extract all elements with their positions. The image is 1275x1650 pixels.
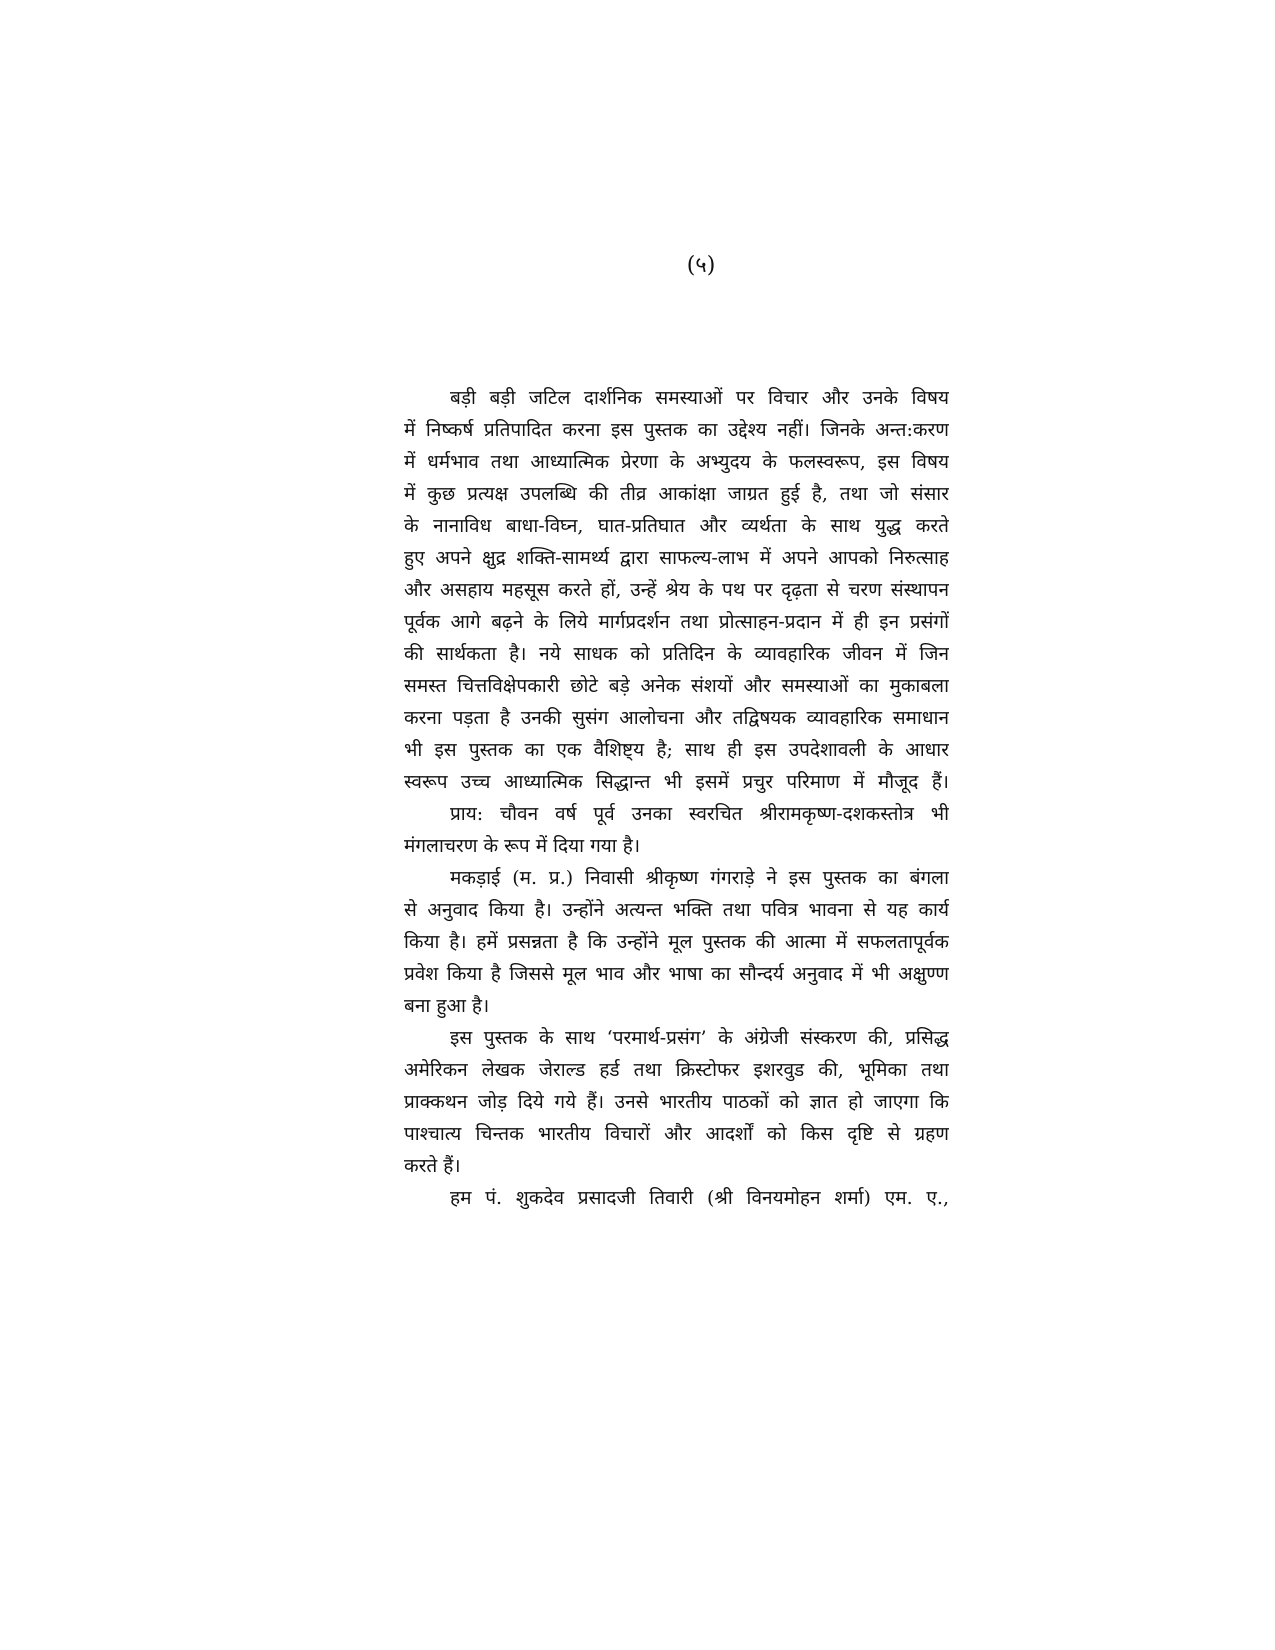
- text-line: प्रवेश किया है जिससे मूल भाव और भाषा का सौन्दर्य अनुवाद में भी अक्षुण्ण: [404, 963, 949, 985]
- text-line: करना पड़ता है उनकी सुसंग आलोचना और तद्विषयक व्यावहारिक समाधान: [404, 707, 949, 729]
- text-line: बड़ी बड़ी जटिल दार्शनिक समस्याओं पर विचार और उनके विषय: [450, 387, 949, 409]
- text-line: और असहाय महसूस करते हों, उन्हें श्रेय के पथ पर दृढ़ता से चरण संस्थापन: [404, 579, 949, 601]
- text-line: के नानाविध बाधा-विघ्न, घात-प्रतिघात और व्यर्थता के साथ युद्ध करते: [404, 515, 949, 537]
- text-line: समस्त चित्तविक्षेपकारी छोटे बड़े अनेक संशयों और समस्याओं का मुकाबला: [404, 675, 949, 697]
- text-line: इस पुस्तक के साथ ‘परमार्थ-प्रसंग’ के अंग्रेजी संस्करण की, प्रसिद्ध: [450, 1027, 949, 1049]
- text-line: से अनुवाद किया है। उन्होंने अत्यन्त भक्ति तथा पवित्र भावना से यह कार्य: [404, 899, 949, 921]
- text-line: में धर्मभाव तथा आध्यात्मिक प्रेरणा के अभ्युदय के फलस्वरूप, इस विषय: [404, 451, 949, 473]
- text-line: बना हुआ है।: [404, 995, 490, 1017]
- text-line: स्वरूप उच्च आध्यात्मिक सिद्धान्त भी इसमें प्रचुर परिमाण में मौजूद हैं।: [404, 771, 949, 793]
- text-line: हुए अपने क्षुद्र शक्ति-सामर्थ्य द्वारा साफल्य-लाभ में अपने आपको निरुत्साह: [404, 547, 949, 569]
- text-line: हम पं. शुकदेव प्रसादजी तिवारी (श्री विनयमोहन शर्मा) एम. ए.,: [450, 1187, 949, 1209]
- text-line: में निष्कर्ष प्रतिपादित करना इस पुस्तक का उद्देश्य नहीं। जिनके अन्त:करण: [404, 419, 949, 441]
- text-line: किया है। हमें प्रसन्नता है कि उन्होंने मूल पुस्तक की आत्मा में सफलतापूर्वक: [404, 931, 949, 953]
- text-line: मंगलाचरण के रूप में दिया गया है।: [404, 835, 641, 857]
- page-number: (५): [686, 253, 716, 278]
- text-line: अमेरिकन लेखक जेराल्ड हर्ड तथा क्रिस्टोफर इशरवुड की, भूमिका तथा: [404, 1059, 949, 1081]
- text-line: में कुछ प्रत्यक्ष उपलब्धि की तीव्र आकांक्षा जाग्रत हुई है, तथा जो संसार: [404, 483, 949, 505]
- text-line: प्राय: चौवन वर्ष पूर्व उनका स्वरचित श्रीरामकृष्ण-दशकस्तोत्र भी: [450, 803, 949, 825]
- body-text: [404, 382, 949, 1214]
- text-line: की सार्थकता है। नये साधक को प्रतिदिन के व्यावहारिक जीवन में जिन: [404, 643, 949, 665]
- text-line: प्राक्कथन जोड़ दिये गये हैं। उनसे भारतीय पाठकों को ज्ञात हो जाएगा कि: [404, 1091, 949, 1113]
- text-line: करते हैं।: [404, 1155, 461, 1177]
- text-line: मकड़ाई (म. प्र.) निवासी श्रीकृष्ण गंगराड़े ने इस पुस्तक का बंगला: [450, 867, 949, 889]
- text-line: भी इस पुस्तक का एक वैशिष्ट्य है; साथ ही इस उपदेशावली के आधार: [404, 739, 949, 761]
- text-line: पाश्चात्य चिन्तक भारतीय विचारों और आदर्शों को किस दृष्टि से ग्रहण: [404, 1123, 949, 1145]
- text-line: पूर्वक आगे बढ़ने के लिये मार्गप्रदर्शन तथा प्रोत्साहन-प्रदान में ही इन प्रसंगों: [404, 611, 949, 633]
